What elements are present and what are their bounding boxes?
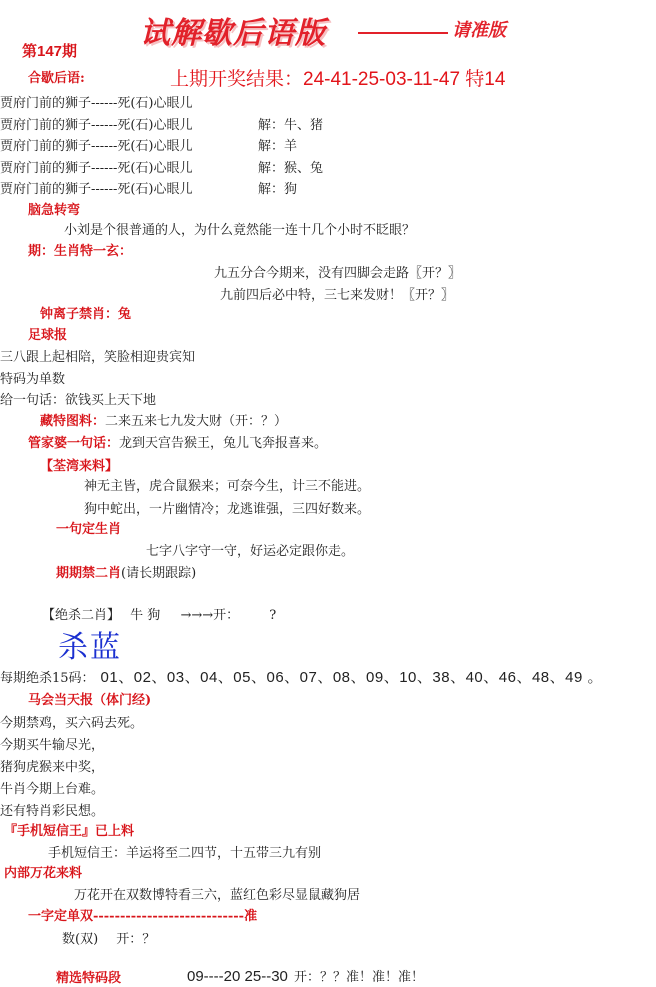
riddle-line bbox=[0, 92, 193, 111]
riddle-line bbox=[0, 135, 193, 154]
riddle-text: 贾府门前的狮子------死(石)心眼儿 bbox=[0, 139, 193, 154]
football-line: 特码为单数 bbox=[0, 372, 66, 387]
riddle-text: 贾府门前的狮子------死(石)心眼儿 bbox=[0, 118, 193, 133]
banner-divider bbox=[358, 32, 448, 34]
taiwan-title: 【荃湾来料】 bbox=[40, 459, 119, 474]
special-range bbox=[187, 966, 424, 985]
horse-line: 今期禁鸡，买六码去死。 bbox=[0, 716, 144, 731]
horse-line: 今期买牛输尽光， bbox=[0, 738, 105, 753]
kill-two-result: ? bbox=[269, 608, 277, 623]
riddle-line bbox=[0, 178, 193, 197]
football-line: 三八跟上起相陪，笑脸相迎贵宾知 bbox=[0, 350, 196, 365]
period-ban-note: (请长期跟踪) bbox=[121, 566, 197, 581]
one-sentence-text: 七字八字守一守，好运必定跟你走。 bbox=[146, 544, 355, 559]
banned-zodiac bbox=[40, 303, 131, 322]
sms-title: 『手机短信王』已上料 bbox=[4, 824, 135, 839]
hidden-special-label: 藏特图料： bbox=[40, 414, 106, 429]
housekeeper-label: 管家婆一句话： bbox=[28, 436, 120, 451]
horse-line: 还有特肖彩民想。 bbox=[0, 804, 105, 819]
brain-teaser-question: 小刘是个很普通的人，为什么竟然能一连十几个小时不眨眼？ bbox=[64, 223, 416, 238]
horse-line: 猪狗虎猴来中奖， bbox=[0, 760, 105, 775]
inside-text: 万花开在双数博特看三六，蓝红色彩尽显鼠藏狗居 bbox=[74, 888, 361, 903]
housekeeper bbox=[28, 432, 327, 451]
banned-zodiac-label: 钟离子禁肖： bbox=[40, 307, 119, 322]
banner-subtitle: 请准版 bbox=[452, 20, 506, 40]
riddle-answer: 解：狗 bbox=[258, 182, 298, 197]
zodiac-mystery-line1: 九五分合今期来，没有四脚会走路〖开？〗 bbox=[214, 266, 462, 281]
taiwan-line: 狗中蛇出，一片幽情冷；龙逃谁强，三四好数来。 bbox=[84, 502, 371, 517]
banned-zodiac-value: 兔 bbox=[118, 307, 132, 322]
single-double-title: 一字定单双----------------------------准 bbox=[28, 909, 258, 924]
kill-15-numbers bbox=[0, 666, 603, 687]
single-double-open: 开：？ bbox=[116, 932, 156, 947]
riddle-line bbox=[0, 157, 193, 176]
riddle-text: 贾府门前的狮子------死(石)心眼儿 bbox=[0, 161, 193, 176]
riddle-answer: 解：猴、兔 bbox=[258, 161, 324, 176]
riddle-answer: 解：牛、猪 bbox=[258, 118, 324, 133]
special-range-numbers: 09----20 25--30 bbox=[187, 968, 288, 985]
taiwan-line: 神无主皆，虎合鼠猴来；可奈今生，计三不能进。 bbox=[84, 479, 371, 494]
housekeeper-value: 龙到天宫告猴王，兔儿飞奔报喜来。 bbox=[119, 436, 328, 451]
kill-two-zodiac bbox=[42, 604, 276, 623]
riddle-text: 贾府门前的狮子------死(石)心眼儿 bbox=[0, 182, 193, 197]
one-sentence-title: 一句定生肖 bbox=[56, 522, 122, 537]
kill-two-arrow: →→→开： bbox=[180, 608, 240, 623]
last-draw-result: 上期开奖结果：24-41-25-03-11-47 特14 bbox=[170, 69, 506, 90]
football-title: 足球报 bbox=[28, 328, 68, 343]
sms-text: 手机短信王：羊运将至二四节，十五带三九有别 bbox=[48, 846, 322, 861]
special-range-label: 精选特码段 bbox=[56, 971, 122, 986]
banner-title: 试解歇后语版 bbox=[140, 17, 326, 50]
hidden-special bbox=[40, 410, 287, 429]
special-range-open: 开：？？准！准！准！ bbox=[294, 970, 425, 985]
kill-two-label: 【绝杀二肖】 bbox=[42, 608, 121, 623]
riddle-line bbox=[0, 114, 193, 133]
brain-teaser-title: 脑急转弯 bbox=[28, 203, 81, 218]
horse-title: 马会当天报（体门经) bbox=[28, 693, 152, 708]
period-ban-label: 期期禁二肖 bbox=[56, 566, 122, 581]
hidden-special-value: 二来五来七九发大财（开：？） bbox=[105, 414, 288, 429]
issue-number: 第147期 bbox=[22, 43, 78, 60]
kill-15-list: 01、02、03、04、05、06、07、08、09、10、38、40、46、48、49 。 bbox=[100, 669, 603, 686]
kill-blue-heading: 杀蓝 bbox=[58, 630, 122, 665]
horse-line: 牛肖今期上台难。 bbox=[0, 782, 105, 797]
kill-two-value: 牛 狗 bbox=[130, 608, 161, 623]
football-line: 给一句话：欲钱买上天下地 bbox=[0, 393, 157, 408]
riddle-answer: 解：羊 bbox=[258, 139, 298, 154]
period-ban bbox=[56, 562, 196, 581]
riddles-title: 合歇后语: bbox=[28, 71, 85, 86]
zodiac-mystery-title: 期：生肖特一玄： bbox=[28, 244, 133, 259]
single-double bbox=[62, 928, 155, 947]
kill-15-label: 每期绝杀15码： bbox=[0, 671, 95, 686]
single-double-value: 数(双) bbox=[62, 932, 99, 947]
riddle-text: 贾府门前的狮子------死(石)心眼儿 bbox=[0, 96, 193, 111]
inside-title: 内部万花来料 bbox=[4, 866, 83, 881]
zodiac-mystery-line2: 九前四后必中特，三七来发财！〖开？〗 bbox=[220, 288, 455, 303]
